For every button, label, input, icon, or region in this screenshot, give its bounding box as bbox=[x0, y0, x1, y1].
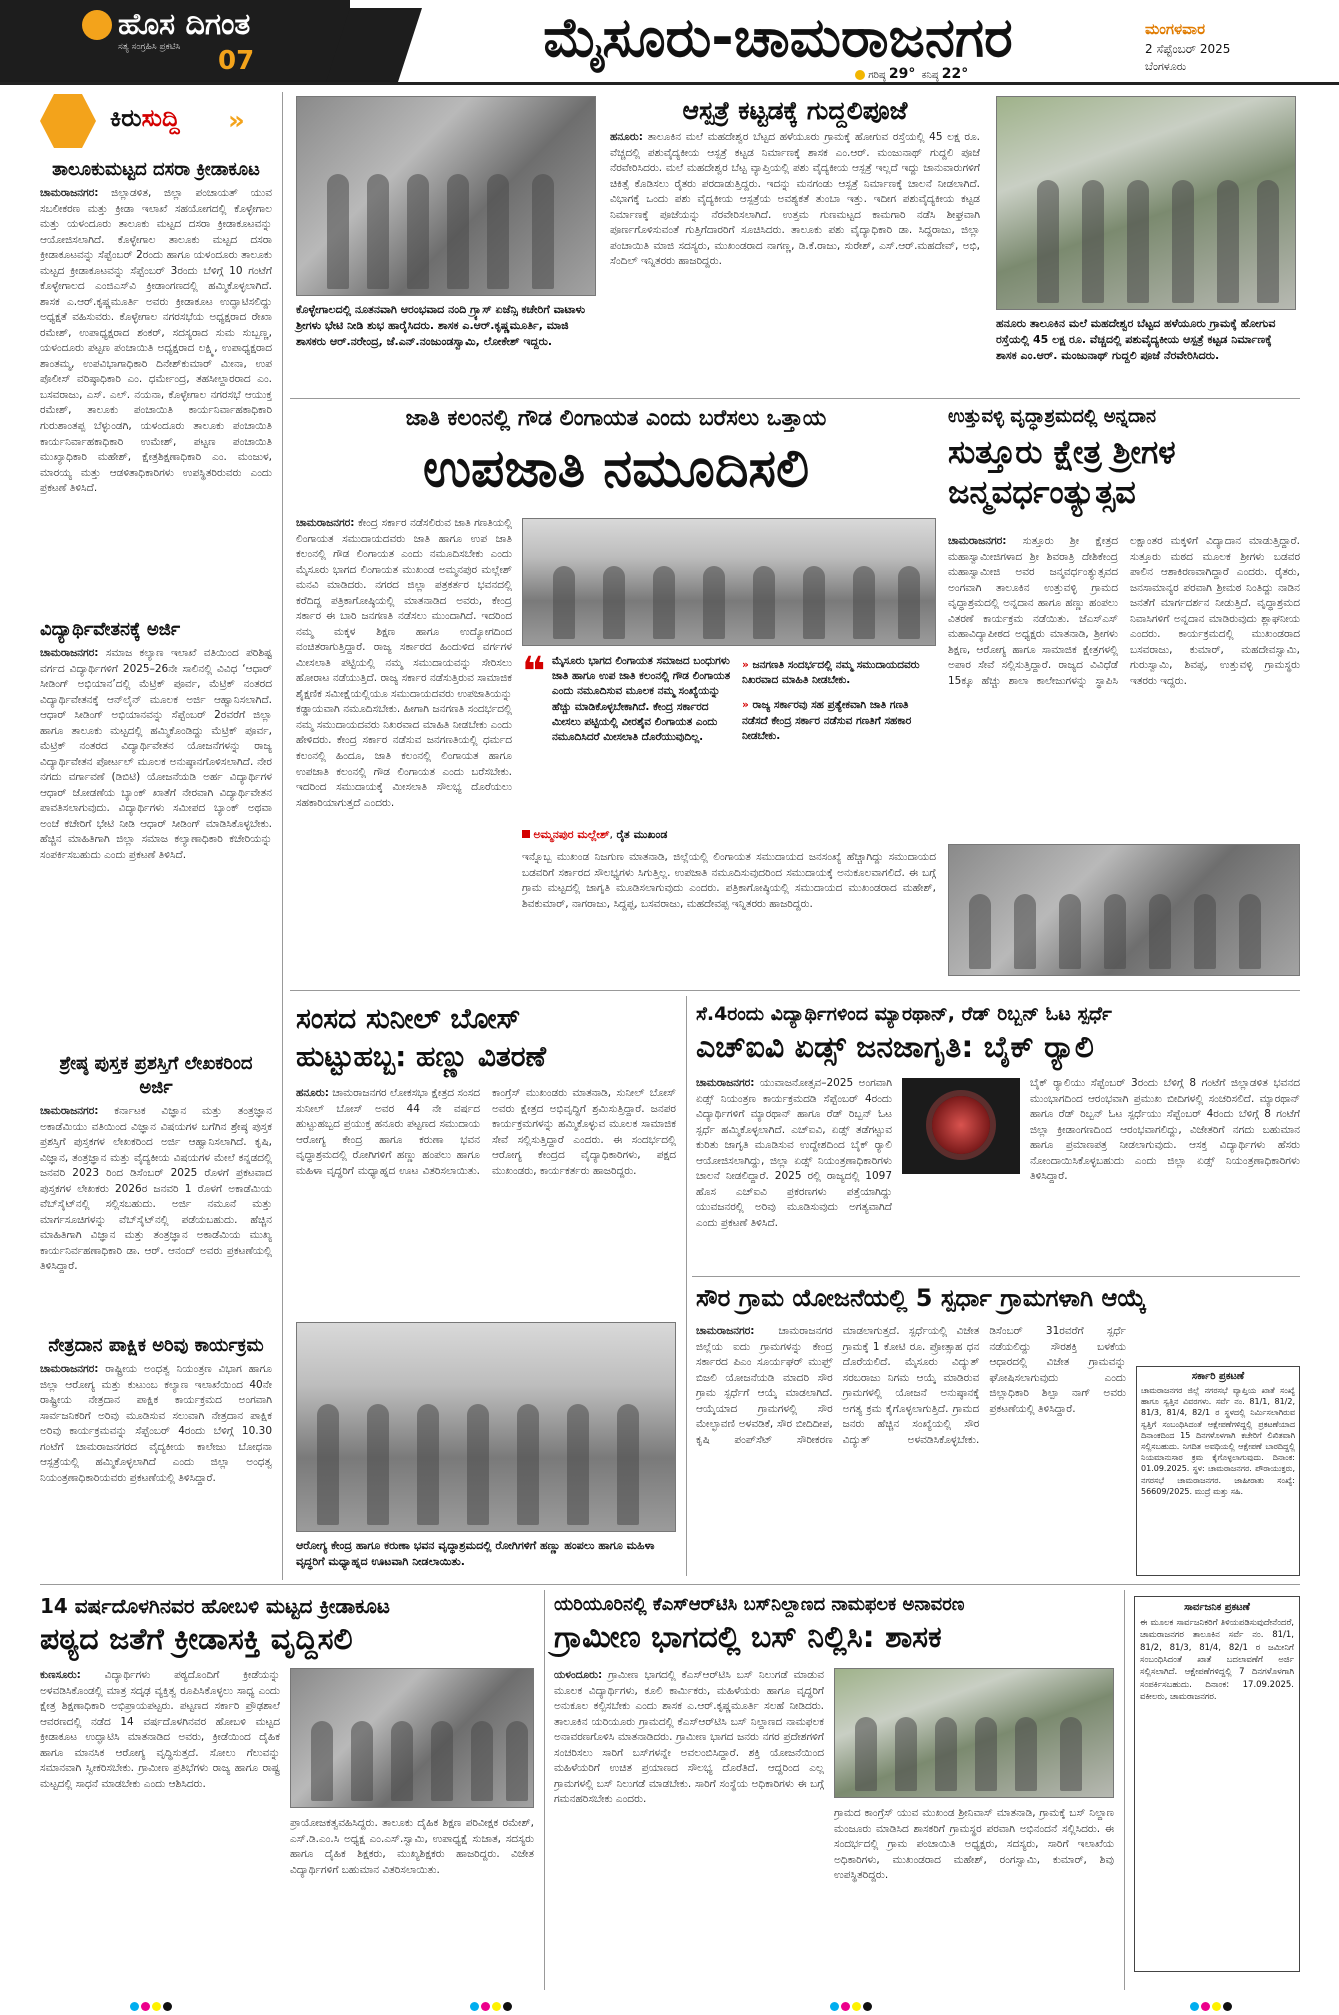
bus-photo bbox=[834, 1668, 1114, 1798]
kirusuddi-column bbox=[40, 90, 272, 1580]
sports-kicker: 14 ವರ್ಷದೊಳಗಿನವರ ಹೋಬಳಿ ಮಟ್ಟದ ಕ್ರೀಡಾಕೂಟ bbox=[40, 1594, 390, 1618]
lead-bullets: » ಜನಗಣತಿ ಸಂದರ್ಭದಲ್ಲಿ ನಮ್ಮ ಸಮುದಾಯದವರು ನಿಖರವಾದ ಮಾಹಿತಿ ನೀಡಬೇಕು. » ರಾಜ್ಯ ಸರ್ಕಾರವು ಸಹ ಪ್ರತ್ಯೇಕವಾಗಿ ಜಾತಿ ಗಣತಿ ನಡೆಸದೆ ಕೇಂದ್ರ ಸರ್ಕಾರ ನಡೆಸುವ ಗಣತಿಗೆ ಸಹಕಾರ ನೀಡಬೇಕು. bbox=[742, 659, 920, 742]
story3 bbox=[996, 96, 1296, 386]
bullet-icon: » bbox=[742, 699, 749, 712]
sutturu-photo bbox=[948, 844, 1300, 976]
kirusuddi-banner bbox=[40, 90, 272, 152]
brief-item-2: ವಿದ್ಯಾರ್ಥಿವೇತನಕ್ಕೆ ಅರ್ಜಿ ಚಾಮರಾಜನಗರ: ಸಮಾಜ ಕಲ್ಯಾಣ ಇಲಾಖೆ ವತಿಯಿಂದ ಪರಿಶಿಷ್ಟ ವರ್ಗದ ವಿದ್ಯಾರ್ಥಿಗಳಿಗೆ 2025–26ನೇ ಸಾಲಿನಲ್ಲಿ ವಿವಿಧ ‘ಆಧಾರ್ ಸೀಡಿಂಗ್ ಅಭಿಯಾನ’ದಲ್ಲಿ ಮೆಟ್ರಿಕ್ ಪೂರ್ವ, ಮೆಟ್ರಿಕ್ ನಂತರದ ವಿದ್ಯಾರ್ಥಿವೇತನಕ್ಕೆ ಆನ್‌ಲೈನ್ ಮೂಲಕ ಅರ್ಜಿ ಆಹ್ವಾನಿಸಲಾಗಿದೆ. ಆಧಾರ್ ಸೀಡಿಂಗ್ ಅಭಿಯಾನವನ್ನು ಸೆಪ್ಟೆಂಬರ್ 2ರವರೆಗೆ ಜಿಲ್ಲಾ ಹಾಗೂ ತಾಲೂಕು ಮಟ್ಟದಲ್ಲಿ ಹಮ್ಮಿಕೊಂಡಿದ್ದು ಮೆಟ್ರಿಕ್ ಪೂರ್ವ, ಮೆಟ್ರಿಕ್ ನಂತರದ ವಿದ್ಯಾರ್ಥಿವೇತನ ಯೋಜನೆಗಳನ್ನು ರಾಜ್ಯ ವಿದ್ಯಾರ್ಥಿವೇತನ ಪೋರ್ಟಲ್ ಮೂಲಕ ಅನುಷ್ಠಾನಗೊಳಿಸಲಾಗಿದೆ. ನೇರ ನಗದು ವರ್ಗಾವಣೆ (ಡಿಬಿಟಿ) ಯೋಜನೆಯಡಿ ಅರ್ಹ ವಿದ್ಯಾರ್ಥಿಗಳ ಆಧಾರ್ ಜೋಡಣೆಯ ಬ್ಯಾಂಕ್ ಖಾತೆಗೆ ನೇರವಾಗಿ ವಿದ್ಯಾರ್ಥಿವೇತನ ಪಾವತಿಸಲಾಗುವುದು. ವಿದ್ಯಾರ್ಥಿಗಳು ಸಮೀಪದ ಬ್ಯಾಂಕ್ ಅಥವಾ ಅಂಚೆ ಕಚೇರಿಗೆ ಭೇಟಿ ನೀಡಿ ಆಧಾರ್ ಸೀಡಿಂಗ್ ಮಾಡಿಸಿಕೊಳ್ಳಬೇಕು. ಹೆಚ್ಚಿನ ಮಾಹಿತಿಗಾಗಿ ಜಿಲ್ಲಾ ಸಮಾಜ ಕಲ್ಯಾಣಾಧಿಕಾರಿ ಕಚೇರಿಯನ್ನು ಸಂಪರ್ಕಿಸಬಹುದು ಎಂದು ಪ್ರಕಟಣೆ ತಿಳಿಸಿದೆ. bbox=[40, 619, 272, 861]
print-registration-marks bbox=[830, 1996, 874, 2015]
govt-notice: ಸರ್ಕಾರಿ ಪ್ರಕಟಣೆ ಚಾಮರಾಜನಗರ ಜಿಲ್ಲೆ ನಗರಸಭೆ ವ್ಯಾಪ್ತಿಯ ಖಾತೆ ಸಂಖ್ಯೆ ಹಾಗೂ ಸ್ವತ್ತಿನ ವಿವರಗಳು. ಸರ್ವೆ ನಂ. 81/1, 81/2, 81/3, 81/4, 82/1 ರ ಸ್ಥಳದಲ್ಲಿ ನಿರ್ಮಿಸಲಾಗಿರುವ ಸ್ವತ್ತಿಗೆ ಸಂಬಂಧಿಸಿದಂತೆ ಆಕ್ಷೇಪಣೆಗಳಿದ್ದಲ್ಲಿ ಪ್ರಕಟಣೆಯಾದ ದಿನಾಂಕದಿಂದ 15 ದಿನಗಳೊಳಗಾಗಿ ಕಚೇರಿಗೆ ಲಿಖಿತವಾಗಿ ಸಲ್ಲಿಸಬಹುದು. ನಿಗದಿತ ಅವಧಿಯಲ್ಲಿ ಆಕ್ಷೇಪಣೆ ಬಾರದಿದ್ದಲ್ಲಿ ನಿಯಮಾನುಸಾರ ಕ್ರಮ ಕೈಗೊಳ್ಳಲಾಗುವುದು. ದಿನಾಂಕ: 01.09.2025. ಸ್ಥಳ: ಚಾಮರಾಜನಗರ. ಪೌರಾಯುಕ್ತರು, ನಗರಸಭೆ ಚಾಮರಾಜನಗರ. ಜಾಹೀರಾತು ಸಂಖ್ಯೆ: 56609/2025. ಮುದ್ರೆ ಮತ್ತು ಸಹಿ. bbox=[1136, 1366, 1300, 1576]
quote-icon: ❝ bbox=[522, 649, 546, 695]
logo-block bbox=[0, 0, 350, 82]
kirusuddi-label-a: ಕಿರು bbox=[110, 104, 142, 132]
logo-emblem-icon bbox=[82, 10, 112, 40]
section-title: ಮೈಸೂರು-ಚಾಮರಾಜನಗರ bbox=[543, 6, 1013, 69]
masthead bbox=[0, 0, 1339, 82]
lead-quote-role: ರೈತ ಮುಖಂಡ bbox=[616, 828, 668, 841]
city: ಬೆಂಗಳೂರು bbox=[1145, 60, 1187, 73]
brief-item-3: ಶ್ರೇಷ್ಠ ಪುಸ್ತಕ ಪ್ರಶಸ್ತಿಗೆ ಲೇಖಕರಿಂದ ಅರ್ಜಿ ಚಾಮರಾಜನಗರ: ಕರ್ನಾಟಕ ವಿಜ್ಞಾನ ಮತ್ತು ತಂತ್ರಜ್ಞಾನ ಅಕಾಡೆಮಿಯು ವತಿಯಿಂದ ವಿಜ್ಞಾನ ವಿಷಯಗಳ ಬಗೆಗಿನ ಶ್ರೇಷ್ಠ ಪುಸ್ತಕ ಪ್ರಶಸ್ತಿಗೆ ಪುಸ್ತಕಗಳ ಲೇಖಕರಿಂದ ಅರ್ಜಿ ಆಹ್ವಾನಿಸಲಾಗಿದೆ. ಕೃಷಿ, ವಿಜ್ಞಾನ, ತಂತ್ರಜ್ಞಾನ ಮತ್ತು ವೈದ್ಯಕೀಯ ವಿಷಯಗಳ ಮೇಲೆ ಕನ್ನಡದಲ್ಲಿ ಜನವರಿ 2023 ರಿಂದ ಡಿಸೆಂಬರ್ 2025 ರೊಳಗೆ ಪ್ರಕಟವಾದ ಪುಸ್ತಕಗಳ ಲೇಖಕರು 2026ರ ಜನವರಿ 1 ರೊಳಗೆ ಅಕಾಡೆಮಿಯ ವೆಬ್‌ಸೈಟ್‌ನಲ್ಲಿ ಸಲ್ಲಿಸಬಹುದು. ಅರ್ಜಿ ನಮೂನೆ ಮತ್ತು ಮಾರ್ಗಸೂಚಿಗಳನ್ನು ವೆಬ್‌ಸೈಟ್‌ನಲ್ಲಿ ಪಡೆಯಬಹುದು. ಹೆಚ್ಚಿನ ಮಾಹಿತಿಗಾಗಿ ವಿಜ್ಞಾನ ಮತ್ತು ತಂತ್ರಜ್ಞಾನ ಅಕಾಡೆಮಿಯ ಮುಖ್ಯ ಕಾರ್ಯನಿರ್ವಹಣಾಧಿಕಾರಿ ಡಾ. ಆರ್. ಆನಂದ್ ಅವರು ಪ್ರಕಟಣೆಯಲ್ಲಿ ತಿಳಿಸಿದ್ದಾರೆ. bbox=[40, 1053, 272, 1273]
weather: ಗರಿಷ್ಠ 29° ಕನಿಷ್ಠ 22° bbox=[855, 66, 968, 82]
print-registration-marks bbox=[1190, 1996, 1234, 2015]
bullet-icon: » bbox=[742, 659, 749, 671]
sports-story: 14 ವರ್ಷದೊಳಗಿನವರ ಹೋಬಳಿ ಮಟ್ಟದ ಕ್ರೀಡಾಕೂಟ ಪಠ್ಯದ ಜತೆಗೆ ಕ್ರೀಡಾಸಕ್ತಿ ವೃದ್ದಿಸಲಿ ಕುಣಸೂರು: ವಿದ್ಯಾರ್ಥಿಗಳು ಪಠ್ಯದೊಂದಿಗೆ ಕ್ರೀಡೆಯನ್ನು ಅಳವಡಿಸಿಕೊಂಡಲ್ಲಿ ಮಾತ್ರ ಸದೃಢ ವ್ಯಕ್ತಿತ್ವ ರೂಪಿಸಿಕೊಳ್ಳಲು ಸಾಧ್ಯ ಎಂದು ಕ್ಷೇತ್ರ ಶಿಕ್ಷಣಾಧಿಕಾರಿ ಅಭಿಪ್ರಾಯಪಟ್ಟರು. ಪಟ್ಟಣದ ಸರ್ಕಾರಿ ಪ್ರೌಢಶಾಲೆ ಆವರಣದಲ್ಲಿ ನಡೆದ 14 ವರ್ಷದೊಳಗಿನವರ ಹೋಬಳಿ ಮಟ್ಟದ ಕ್ರೀಡಾಕೂಟ ಉದ್ಘಾಟಿಸಿ ಮಾತನಾಡಿದ ಅವರು, ಕ್ರೀಡೆಯಿಂದ ದೈಹಿಕ ಹಾಗೂ ಮಾನಸಿಕ ಆರೋಗ್ಯ ವೃದ್ಧಿಸುತ್ತದೆ. ಸೋಲು ಗೆಲುವನ್ನು ಸಮಾನವಾಗಿ ಸ್ವೀಕರಿಸಬೇಕು. ಗ್ರಾಮೀಣ ಪ್ರತಿಭೆಗಳು ರಾಜ್ಯ ಹಾಗೂ ರಾಷ್ಟ್ರ ಮಟ್ಟದಲ್ಲಿ ಸಾಧನೆ ಮಾಡಬೇಕು ಎಂದು ಆಶಿಸಿದರು. ಪ್ರಾಯೋಜಕತ್ವವಹಿಸಿದ್ದರು. ತಾಲೂಕು ದೈಹಿಕ ಶಿಕ್ಷಣ ಪರಿವೀಕ್ಷಕ ರಮೇಶ್, ಎಸ್.ಡಿ.ಎಂ.ಸಿ ಅಧ್ಯಕ್ಷ ಎಂ.ಎಸ್.ಸ್ವಾಮಿ, ಉಪಾಧ್ಯಕ್ಷೆ ಸುಜಾತ, ಸದಸ್ಯರು ಹಾಗೂ ದೈಹಿಕ ಶಿಕ್ಷಕರು, ಮುಖ್ಯಶಿಕ್ಷಕರು ಹಾಜರಿದ್ದರು. ವಿಜೇತ ವಿದ್ಯಾರ್ಥಿಗಳಿಗೆ ಬಹುಮಾನ ವಿತರಿಸಲಾಯಿತು. bbox=[40, 1594, 534, 1876]
lead-kicker: ಜಾತಿ ಕಲಂನಲ್ಲಿ ಗೌಡ ಲಿಂಗಾಯತ ಎಂದು ಬರೆಸಲು ಒತ್ತಾಯ bbox=[405, 406, 827, 431]
classified-ad: ಸಾರ್ವಜನಿಕ ಪ್ರಕಟಣೆ ಈ ಮೂಲಕ ಸಾರ್ವಜನಿಕರಿಗೆ ತಿಳಿಯಪಡಿಸುವುದೇನೆಂದರೆ, ಚಾಮರಾಜನಗರ ತಾಲೂಕಿನ ಸರ್ವೆ ನಂ. 81/1, 81/2, 81/3, 81/4, 82/1 ರ ಜಮೀನಿಗೆ ಸಂಬಂಧಿಸಿದಂತೆ ಖಾತೆ ಬದಲಾವಣೆಗೆ ಅರ್ಜಿ ಸಲ್ಲಿಸಲಾಗಿದೆ. ಆಕ್ಷೇಪಣೆಗಳಿದ್ದಲ್ಲಿ 7 ದಿನಗಳೊಳಗಾಗಿ ಸಂಪರ್ಕಿಸಬಹುದು. ದಿನಾಂಕ: 17.09.2025. ವಕೀಲರು, ಚಾಮರಾಜನಗರ. bbox=[1134, 1596, 1300, 1972]
story1-caption: ಕೊಳ್ಳೇಗಾಲದಲ್ಲಿ ನೂತನವಾಗಿ ಆರಂಭವಾದ ನಂದಿ ಗ್ರ್ಯಾಸ್ ಏಜೆನ್ಸಿ ಕಚೇರಿಗೆ ವಾಟಾಳು ಶ್ರೀಗಳು ಭೇಟಿ ನೀಡಿ ಶುಭ ಹಾರೈಸಿದರು. ಶಾಸಕ ಎ.ಆರ್.ಕೃಷ್ಣಮೂರ್ತಿ, ಮಾಜಿ ಶಾಸಕರು ಆರ್.ನರೇಂದ್ರ, ಜೆ.ಎನ್.ನಂಜುಂಡಸ್ವಾಮಿ, ಲೋಕೇಶ್ ಇದ್ದರು. bbox=[296, 303, 586, 348]
sunil-headline-line1: ಸಂಸದ ಸುನೀಲ್ ಬೋಸ್ bbox=[296, 1002, 521, 1035]
sutturu-story: ಉತ್ತುವಳ್ಳಿ ವೃದ್ಧಾಶ್ರಮದಲ್ಲಿ ಅನ್ನದಾನ ಸುತ್ತೂರು ಕ್ಷೇತ್ರ ಶ್ರೀಗಳ ಜನ್ಮವರ್ಧಂತ್ಯುತ್ಸವ ಚಾಮರಾಜನಗರ: ಸುತ್ತೂರು ಶ್ರೀ ಕ್ಷೇತ್ರದ ಮಹಾಸ್ವಾಮೀಜಿಗಳಾದ ಶ್ರೀ ಶಿವರಾತ್ರಿ ದೇಶಿಕೇಂದ್ರ ಮಹಾಸ್ವಾಮೀಜಿ ಅವರ ಜನ್ಮವರ್ಧಂತ್ಯುತ್ಸವದ ಅಂಗವಾಗಿ ತಾಲೂಕಿನ ಉತ್ತುವಳ್ಳಿ ಗ್ರಾಮದ ವೃದ್ಧಾಶ್ರಮದಲ್ಲಿ ಅನ್ನದಾನ ಹಾಗೂ ಹಣ್ಣು ಹಂಪಲು ವಿತರಣೆ ಕಾರ್ಯಕ್ರಮ ನಡೆಯಿತು. ಜೆಎಸ್‌ಎಸ್ ಮಹಾವಿದ್ಯಾಪೀಠದ ಅಧ್ಯಕ್ಷರು ಮಾತನಾಡಿ, ಶ್ರೀಗಳು ಶಿಕ್ಷಣ, ಆರೋಗ್ಯ ಹಾಗೂ ಸಾಮಾಜಿಕ ಕ್ಷೇತ್ರಗಳಲ್ಲಿ ಅಪಾರ ಸೇವೆ ಸಲ್ಲಿಸುತ್ತಿದ್ದಾರೆ. ರಾಜ್ಯದ ವಿವಿಧೆಡೆ 15ಕ್ಕೂ ಹೆಚ್ಚು ಶಾಲಾ ಕಾಲೇಜುಗಳನ್ನು ಸ್ಥಾಪಿಸಿ ಲಕ್ಷಾಂತರ ಮಕ್ಕಳಿಗೆ ವಿದ್ಯಾದಾನ ಮಾಡುತ್ತಿದ್ದಾರೆ. ಸುತ್ತೂರು ಮಠದ ಮೂಲಕ ಶ್ರೀಗಳು ಬಡವರ ಪಾಲಿನ ಆಶಾಕಿರಣವಾಗಿದ್ದಾರೆ ಎಂದರು. ರೈತರು, ಜನಸಾಮಾನ್ಯರ ಪರವಾಗಿ ಶ್ರೀಮಠ ನಿಂತಿದ್ದು ನಾಡಿನ ಜನತೆಗೆ ಮಾರ್ಗದರ್ಶನ ನೀಡುತ್ತಿದೆ. ವೃದ್ಧಾಶ್ರಮದ ನಿವಾಸಿಗಳಿಗೆ ಅನ್ನದಾನ ಮಾಡಿರುವುದು ಶ್ಲಾಘನೀಯ ಎಂದರು. ಕಾರ್ಯಕ್ರಮದಲ್ಲಿ ಮುಖಂಡರಾದ ಬಸವರಾಜು, ಕುಮಾರ್, ಮಹದೇವಸ್ವಾಮಿ, ಗುರುಸ್ವಾಮಿ, ಶಿವಪ್ಪ, ಉತ್ತುವಳ್ಳಿ ಗ್ರಾಮಸ್ಥರು ಇತರರು ಇದ್ದರು. bbox=[948, 404, 1300, 980]
story1 bbox=[296, 96, 596, 386]
brief-headline: ತಾಲೂಕುಮಟ್ಟದ ದಸರಾ ಕ್ರೀಡಾಕೂಟ bbox=[52, 159, 260, 180]
sports-headline: ಪಠ್ಯದ ಜತೆಗೆ ಕ್ರೀಡಾಸಕ್ತಿ ವೃದ್ದಿಸಲಿ bbox=[40, 1622, 353, 1657]
brief-headline: ವಿದ್ಯಾರ್ಥಿವೇತನಕ್ಕೆ ಅರ್ಜಿ bbox=[40, 619, 181, 640]
sunil-photo bbox=[296, 1322, 676, 1532]
print-registration-marks bbox=[130, 1996, 174, 2015]
bus-headline: ಗ್ರಾಮೀಣ ಭಾಗದಲ್ಲಿ ಬಸ್ ನಿಲ್ಲಿಸಿ: ಶಾಸಕ bbox=[554, 1620, 942, 1655]
author-marker-icon bbox=[522, 830, 530, 838]
brief-item-4: ನೇತ್ರದಾನ ಪಾಕ್ಷಿಕ ಅರಿವು ಕಾರ್ಯಕ್ರಮ ಚಾಮರಾಜನಗರ: ರಾಷ್ಟ್ರೀಯ ಅಂಧತ್ವ ನಿಯಂತ್ರಣ ವಿಭಾಗ ಹಾಗೂ ಜಿಲ್ಲಾ ಆರೋಗ್ಯ ಮತ್ತು ಕುಟುಂಬ ಕಲ್ಯಾಣ ಇಲಾಖೆಯಿಂದ 40ನೇ ರಾಷ್ಟ್ರೀಯ ನೇತ್ರದಾನ ಪಾಕ್ಷಿಕ ಕಾರ್ಯಕ್ರಮದ ಅಂಗವಾಗಿ ಸಾರ್ವಜನಿಕರಿಗೆ ಅರಿವು ಮೂಡಿಸುವ ಸಲುವಾಗಿ ನೇತ್ರದಾನ ಪಾಕ್ಷಿಕ ಅರಿವು ಕಾರ್ಯಕ್ರಮವನ್ನು ಸೆಪ್ಟೆಂಬರ್ 4ರಂದು ಬೆಳಿಗ್ಗೆ 10.30 ಗಂಟೆಗೆ ಚಾಮರಾಜನಗರದ ವೈದ್ಯಕೀಯ ಕಾಲೇಜು ಬೋಧನಾ ಆಸ್ಪತ್ರೆಯಲ್ಲಿ ಹಮ್ಮಿಕೊಳ್ಳಲಾಗಿದೆ ಎಂದು ಜಿಲ್ಲಾ ಅಂಧತ್ವ ನಿಯಂತ್ರಣಾಧಿಕಾರಿಯವರು ಪ್ರಕಟಣೆಯಲ್ಲಿ ತಿಳಿಸಿದ್ದಾರೆ. bbox=[40, 1335, 272, 1484]
solar-headline: ಸೌರ ಗ್ರಾಮ ಯೋಜನೆಯಲ್ಲಿ 5 ಸ್ಪರ್ಧಾ ಗ್ರಾಮಗಳಾಗಿ ಆಯ್ಕೆ bbox=[696, 1284, 1147, 1312]
bus-kicker: ಯರಿಯೂರಿನಲ್ಲಿ ಕೆಎಸ್‌ಆರ್‌ಟಿಸಿ ಬಸ್‌ನಿಲ್ದಾಣದ ನಾಮಫಲಕ ಅನಾವರಣ bbox=[554, 1594, 965, 1615]
sutturu-headline: ಸುತ್ತೂರು ಕ್ಷೇತ್ರ ಶ್ರೀಗಳ ಜನ್ಮವರ್ಧಂತ್ಯುತ್ಸವ bbox=[948, 433, 1176, 511]
date: 2 ಸೆಪ್ಟೆಂಬರ್ 2025 bbox=[1145, 42, 1231, 56]
print-registration-marks bbox=[470, 1996, 514, 2015]
logo-text: ಹೊಸ ದಿಗಂತ bbox=[118, 7, 251, 42]
hand-icon bbox=[40, 94, 96, 148]
lead-headline: ಉಪಜಾತಿ ನಮೂದಿಸಲಿ bbox=[422, 439, 810, 499]
kirusuddi-label-b: ಸುದ್ದಿ bbox=[141, 104, 180, 132]
chevrons-icon: » bbox=[228, 106, 245, 136]
brief-item-1: ತಾಲೂಕುಮಟ್ಟದ ದಸರಾ ಕ್ರೀಡಾಕೂಟ ಚಾಮರಾಜನಗರ: ಜಿಲ್ಲಾಡಳಿತ, ಜಿಲ್ಲಾ ಪಂಚಾಯತ್ ಯುವ ಸಬಲೀಕರಣ ಮತ್ತು ಕ್ರೀಡಾ ಇಲಾಖೆ ಸಹಯೋಗದಲ್ಲಿ ಕೊಳ್ಳೇಗಾಲ ಮತ್ತು ಯಳಂದೂರು ತಾಲೂಕು ಮಟ್ಟದ ದಸರಾ ಕ್ರೀಡಾಕೂಟವನ್ನು ಆಯೋಜಿಸಲಾಗಿದೆ. ಕೊಳ್ಳೇಗಾಲ ತಾಲೂಕು ಮಟ್ಟದ ದಸರಾ ಕ್ರೀಡಾಕೂಟವನ್ನು ಸೆಪ್ಟೆಂಬರ್ 2ರಂದು ಹಾಗೂ ಯಳಂದೂರು ತಾಲೂಕು ಮಟ್ಟದ ಕ್ರೀಡಾಕೂಟವನ್ನು ಸೆಪ್ಟೆಂಬರ್ 3ರಂದು ಬೆಳಿಗ್ಗೆ 10 ಗಂಟೆಗೆ ಕೊಳ್ಳೇಗಾಲದ ಎಂಜಿಎಸ್‌ವಿ ಕ್ರೀಡಾಂಗಣದಲ್ಲಿ ಹಮ್ಮಿಕೊಳ್ಳಲಾಗಿದೆ. ಶಾಸಕ ಎ.ಆರ್.ಕೃಷ್ಣಮೂರ್ತಿ ಅವರು ಕ್ರೀಡಾಕೂಟ ಉದ್ಘಾಟಿಸಲಿದ್ದು ಅಧ್ಯಕ್ಷತೆ ವಹಿಸುವರು. ಕೊಳ್ಳೇಗಾಲ ನಗರಸಭೆಯ ಅಧ್ಯಕ್ಷರಾದ ರೇಖಾ ರಮೇಶ್, ಉಪಾಧ್ಯಕ್ಷರಾದ ಶಂಕರ್, ಸದಸ್ಯರಾದ ಸುಮ ಸುಬ್ಬಣ್ಣ, ಯಳಂದೂರು ಪಟ್ಟಣ ಪಂಚಾಯಿತಿ ಅಧ್ಯಕ್ಷರಾದ ಲಕ್ಷ್ಮಿ, ಉಪಾಧ್ಯಕ್ಷರಾದ ಶಾಂತಮ್ಮ, ಉಪವಿಭಾಗಾಧಿಕಾರಿ ದಿನೇಶ್‌ಕುಮಾರ್ ಮೀನಾ, ಉಪ ಪೊಲೀಸ್ ವರಿಷ್ಠಾಧಿಕಾರಿ ಎಂ. ಧರ್ಮೇಂದ್ರ, ತಹಸೀಲ್ದಾರರಾದ ಎಂ. ಬಸವರಾಜು, ಎಸ್. ಎಲ್. ನಯನಾ, ಕೊಳ್ಳೇಗಾಲ ನಗರಸಭೆ ಆಯುಕ್ತ ರಮೇಶ್, ತಾಲೂಕು ಪಂಚಾಯಿತಿ ಕಾರ್ಯನಿರ್ವಾಹಕಾಧಿಕಾರಿ ಗುರುಶಾಂತಪ್ಪ ಬೆಳ್ಳುಂಡಗಿ, ಯಳಂದೂರು ತಾಲೂಕು ಪಂಚಾಯಿತಿ ಕಾರ್ಯನಿರ್ವಾಹಕಾಧಿಕಾರಿ ಉಮೇಶ್, ಪಟ್ಟಣ ಪಂಚಾಯಿತಿ ಮುಖ್ಯಾಧಿಕಾರಿ ಮಹೇಶ್, ಕ್ಷೇತ್ರಶಿಕ್ಷಣಾಧಿಕಾರಿ ಎಂ. ಮಂಜುಳ, ಮಾರಯ್ಯ ಮತ್ತು ಆಡಳಿತಾಧಿಕಾರಿಗಳು ಉಪಸ್ಥಿತರಿರುವರು ಎಂದು ಪ್ರಕಟಣೆ ತಿಳಿಸಿದೆ. bbox=[40, 159, 272, 495]
lead-body2: ಇನ್ನೊಬ್ಬ ಮುಖಂಡ ನಿಜಗುಣ ಮಾತನಾಡಿ, ಜಿಲ್ಲೆಯಲ್ಲಿ ಲಿಂಗಾಯತ ಸಮುದಾಯದ ಜನಸಂಖ್ಯೆ ಹೆಚ್ಚಾಗಿದ್ದು ಸಮುದಾಯದ ಬಡವರಿಗೆ ಸರ್ಕಾರದ ಸೌಲಭ್ಯಗಳು ಸಿಗುತ್ತಿಲ್ಲ. ಉಪಜಾತಿ ನಮೂದಿಸುವುದರಿಂದ ಸಮುದಾಯಕ್ಕೆ ಅನುಕೂಲವಾಗಲಿದೆ. ಈ ಬಗ್ಗೆ ಗ್ರಾಮ ಮಟ್ಟದಲ್ಲಿ ಜಾಗೃತಿ ಮೂಡಿಸಲಾಗುವುದು ಎಂದರು. ಪತ್ರಿಕಾಗೋಷ್ಠಿಯಲ್ಲಿ ಸಮುದಾಯದ ಮುಖಂಡರಾದ ಮಹೇಶ್, ಶಿವಕುಮಾರ್, ನಾಗರಾಜು, ಸಿದ್ದಪ್ಪ, ಬಸವರಾಜು, ಮಹದೇವಪ್ಪ ಇನ್ನಿತರರು ಹಾಜರಿದ್ದರು. bbox=[522, 851, 936, 910]
masthead-rule bbox=[0, 82, 1339, 85]
sunil-caption: ಆರೋಗ್ಯ ಕೇಂದ್ರ ಹಾಗೂ ಕರುಣಾ ಭವನ ವೃದ್ಧಾಶ್ರಮದಲ್ಲಿ ರೋಗಿಗಳಿಗೆ ಹಣ್ಣು ಹಂಪಲು ಹಾಗೂ ಮಹಿಳಾ ವೃದ್ಧರಿಗೆ ಮಧ್ಯಾಹ್ನದ ಊಟವಾಗಿ ನೀಡಲಾಯಿತು. bbox=[296, 1539, 655, 1568]
sun-icon bbox=[855, 70, 865, 80]
brief-headline: ನೇತ್ರದಾನ ಪಾಕ್ಷಿಕ ಅರಿವು ಕಾರ್ಯಕ್ರಮ bbox=[48, 1335, 264, 1356]
hiv-kicker: ಸೆ.4ರಂದು ವಿದ್ಯಾರ್ಥಿಗಳಿಂದ ಮ್ಯಾರಥಾನ್, ರೆಡ್ ರಿಬ್ಬನ್ ಓಟ ಸ್ಪರ್ಧೆ bbox=[696, 1003, 1112, 1025]
story1-photo bbox=[296, 96, 596, 296]
sunil-headline-line2: ಹುಟ್ಟುಹಬ್ಬ: ಹಣ್ಣು ವಿತರಣೆ bbox=[296, 1040, 546, 1073]
lead-quote-author: ಅಮ್ಮನಪುರ ಮಲ್ಲೇಶ್ bbox=[533, 828, 610, 841]
solar-story: ಸೌರ ಗ್ರಾಮ ಯೋಜನೆಯಲ್ಲಿ 5 ಸ್ಪರ್ಧಾ ಗ್ರಾಮಗಳಾಗಿ ಆಯ್ಕೆ ಚಾಮರಾಜನಗರ: ಚಾಮರಾಜನಗರ ಜಿಲ್ಲೆಯ ಐದು ಗ್ರಾಮಗಳನ್ನು ಕೇಂದ್ರ ಸರ್ಕಾರದ ಪಿಎಂ ಸೂರ್ಯಘರ್ ಮುಫ್ತ್ ಬಿಜಲಿ ಯೋಜನೆಯಡಿ ಮಾದರಿ ಸೌರ ಗ್ರಾಮ ಸ್ಪರ್ಧೆಗೆ ಆಯ್ಕೆ ಮಾಡಲಾಗಿದೆ. ಆಯ್ಕೆಯಾದ ಗ್ರಾಮಗಳಲ್ಲಿ ಸೌರ ಮೇಲ್ಛಾವಣಿ ಅಳವಡಿಕೆ, ಸೌರ ಬೀದಿದೀಪ, ಕೃಷಿ ಪಂಪ್‌ಸೆಟ್ ಸೌರೀಕರಣ ಮಾಡಲಾಗುತ್ತದೆ. ಸ್ಪರ್ಧೆಯಲ್ಲಿ ವಿಜೇತ ಗ್ರಾಮಕ್ಕೆ 1 ಕೋಟಿ ರೂ. ಪ್ರೋತ್ಸಾಹ ಧನ ದೊರೆಯಲಿದೆ. ಮೈಸೂರು ವಿದ್ಯುತ್ ಸರಬರಾಜು ನಿಗಮ ಆಯ್ಕೆ ಮಾಡಿರುವ ಗ್ರಾಮಗಳಲ್ಲಿ ಯೋಜನೆ ಅನುಷ್ಠಾನಕ್ಕೆ ಅಗತ್ಯ ಕ್ರಮ ಕೈಗೊಳ್ಳಲಾಗುತ್ತಿದೆ. ಗ್ರಾಮದ ಜನರು ಹೆಚ್ಚಿನ ಸಂಖ್ಯೆಯಲ್ಲಿ ಸೌರ ವಿದ್ಯುತ್ ಅಳವಡಿಸಿಕೊಳ್ಳಬೇಕು. ಡಿಸೆಂಬರ್ 31ರವರೆಗೆ ಸ್ಪರ್ಧೆ ನಡೆಯಲಿದ್ದು ಸೌರಶಕ್ತಿ ಬಳಕೆಯ ಆಧಾರದಲ್ಲಿ ವಿಜೇತ ಗ್ರಾಮವನ್ನು ಘೋಷಿಸಲಾಗುವುದು ಎಂದು ಜಿಲ್ಲಾಧಿಕಾರಿ ಶಿಲ್ಪಾ ನಾಗ್ ಅವರು ಪ್ರಕಟಣೆಯಲ್ಲಿ ತಿಳಿಸಿದ್ದಾರೆ. ಸರ್ಕಾರಿ ಪ್ರಕಟಣೆ ಚಾಮರಾಜನಗರ ಜಿಲ್ಲೆ ನಗರಸಭೆ ವ್ಯಾಪ್ತಿಯ ಖಾತೆ ಸಂಖ್ಯೆ ಹಾಗೂ ಸ್ವತ್ತಿನ ವಿವರಗಳು. ಸರ್ವೆ ನಂ. 81/1, 81/2, 81/3, 81/4, 82/1 ರ ಸ್ಥಳದಲ್ಲಿ ನಿರ್ಮಿಸಲಾಗಿರುವ ಸ್ವತ್ತಿಗೆ ಸಂಬಂಧಿಸಿದಂತೆ ಆಕ್ಷೇಪಣೆಗಳಿದ್ದಲ್ಲಿ ಪ್ರಕಟಣೆಯಾದ ದಿನಾಂಕದಿಂದ 15 ದಿನಗಳೊಳಗಾಗಿ ಕಚೇರಿಗೆ ಲಿಖಿತವಾಗಿ ಸಲ್ಲಿಸಬಹುದು. ನಿಗದಿತ ಅವಧಿಯಲ್ಲಿ ಆಕ್ಷೇಪಣೆ ಬಾರದಿದ್ದಲ್ಲಿ ನಿಯಮಾನುಸಾರ ಕ್ರಮ ಕೈಗೊಳ್ಳಲಾಗುವುದು. ದಿನಾಂಕ: 01.09.2025. ಸ್ಥಳ: ಚಾಮರಾಜನಗರ. ಪೌರಾಯುಕ್ತರು, ನಗರಸಭೆ ಚಾಮರಾಜನಗರ. ಜಾಹೀರಾತು ಸಂಖ್ಯೆ: 56609/2025. ಮುದ್ರೆ ಮತ್ತು ಸಹಿ. bbox=[696, 1282, 1300, 1578]
bus-story: ಯರಿಯೂರಿನಲ್ಲಿ ಕೆಎಸ್‌ಆರ್‌ಟಿಸಿ ಬಸ್‌ನಿಲ್ದಾಣದ ನಾಮಫಲಕ ಅನಾವರಣ ಗ್ರಾಮೀಣ ಭಾಗದಲ್ಲಿ ಬಸ್ ನಿಲ್ಲಿಸಿ: ಶಾಸಕ ಯಳಂದೂರು: ಗ್ರಾಮೀಣ ಭಾಗದಲ್ಲಿ ಕೆಎಸ್‌ಆರ್‌ಟಿಸಿ ಬಸ್ ನಿಲುಗಡೆ ಮಾಡುವ ಮೂಲಕ ವಿದ್ಯಾರ್ಥಿಗಳು, ಕೂಲಿ ಕಾರ್ಮಿಕರು, ಮಹಿಳೆಯರು ಹಾಗೂ ವೃದ್ಧರಿಗೆ ಅನುಕೂಲ ಕಲ್ಪಿಸಬೇಕು ಎಂದು ಶಾಸಕ ಎ.ಆರ್.ಕೃಷ್ಣಮೂರ್ತಿ ಸಲಹೆ ನೀಡಿದರು. ತಾಲೂಕಿನ ಯರಿಯೂರು ಗ್ರಾಮದಲ್ಲಿ ಕೆಎಸ್‌ಆರ್‌ಟಿಸಿ ಬಸ್ ನಿಲ್ದಾಣದ ನಾಮಫಲಕ ಅನಾವರಣಗೊಳಿಸಿ ಮಾತನಾಡಿದರು. ಗ್ರಾಮೀಣ ಭಾಗದ ಜನರು ನಗರ ಪ್ರದೇಶಗಳಿಗೆ ಸಂಚರಿಸಲು ಸಾರಿಗೆ ಬಸ್‌ಗಳನ್ನೇ ಅವಲಂಬಿಸಿದ್ದಾರೆ. ಶಕ್ತಿ ಯೋಜನೆಯಿಂದ ಮಹಿಳೆಯರಿಗೆ ಉಚಿತ ಪ್ರಯಾಣದ ಸೌಲಭ್ಯ ದೊರೆತಿದೆ. ಆದ್ದರಿಂದ ಎಲ್ಲ ಗ್ರಾಮಗಳಲ್ಲಿ ಬಸ್ ನಿಲುಗಡೆ ಮಾಡಬೇಕು. ಸಾರಿಗೆ ಸಂಸ್ಥೆಯ ಅಧಿಕಾರಿಗಳು ಈ ಬಗ್ಗೆ ಗಮನಹರಿಸಬೇಕು ಎಂದರು. ಗ್ರಾಮದ ಕಾಂಗ್ರೆಸ್ ಯುವ ಮುಖಂಡ ಶ್ರೀನಿವಾಸ್ ಮಾತನಾಡಿ, ಗ್ರಾಮಕ್ಕೆ ಬಸ್ ನಿಲ್ದಾಣ ಮಂಜೂರು ಮಾಡಿಸಿದ ಶಾಸಕರಿಗೆ ಗ್ರಾಮಸ್ಥರ ಪರವಾಗಿ ಅಭಿನಂದನೆ ಸಲ್ಲಿಸಿದರು. ಈ ಸಂದರ್ಭದಲ್ಲಿ ಗ್ರಾಮ ಪಂಚಾಯಿತಿ ಅಧ್ಯಕ್ಷರು, ಸದಸ್ಯರು, ಸಾರಿಗೆ ಇಲಾಖೆಯ ಅಧಿಕಾರಿಗಳು, ಮುಖಂಡರಾದ ಮಹೇಶ್, ರಂಗಸ್ವಾಮಿ, ಕುಮಾರ್, ಶಿವು ಉಪಸ್ಥಿತರಿದ್ದರು. bbox=[554, 1594, 1114, 1882]
story3-caption: ಹನೂರು ತಾಲೂಕಿನ ಮಲೆ ಮಹದೇಶ್ವರ ಬೆಟ್ಟದ ಹಳೆಯೂರು ಗ್ರಾಮಕ್ಕೆ ಹೋಗುವ ರಸ್ತೆಯಲ್ಲಿ 45 ಲಕ್ಷ ರೂ. ವೆಚ್ಚದಲ್ಲಿ ಪಶುವೈದ್ಯಕೀಯ ಆಸ್ಪತ್ರೆ ಕಟ್ಟಡ ನಿರ್ಮಾಣಕ್ಕೆ ಶಾಸಕ ಎಂ.ಆರ್. ಮಂಜುನಾಥ್ ಗುದ್ದಲಿ ಪೂಜೆ ನೆರವೇರಿಸಿದರು. bbox=[996, 317, 1276, 362]
weekday: ಮಂಗಳವಾರ bbox=[1145, 20, 1206, 38]
virus-graphic bbox=[902, 1078, 1020, 1174]
page-number: 07 bbox=[218, 46, 255, 76]
brief-headline: ಶ್ರೇಷ್ಠ ಪುಸ್ತಕ ಪ್ರಶಸ್ತಿಗೆ ಲೇಖಕರಿಂದ ಅರ್ಜಿ bbox=[59, 1053, 253, 1098]
story3-photo bbox=[996, 96, 1296, 310]
virus-icon bbox=[932, 1096, 990, 1154]
logo-tagline: ಸತ್ಯ ಸಂಗ್ರಹಿಸಿ ಪ್ರಕಟಿಸಿ bbox=[118, 42, 181, 52]
lead-pullquote: ❝ ಮೈಸೂರು ಭಾಗದ ಲಿಂಗಾಯತ ಸಮಾಜದ ಬಂಧುಗಳು ಜಾತಿ ಹಾಗೂ ಉಪ ಜಾತಿ ಕಲಂನಲ್ಲಿ ಗೌಡ ಲಿಂಗಾಯತ ಎಂದು ನಮೂದಿಸುವ ಮೂಲಕ ನಮ್ಮ ಸಂಖ್ಯೆಯನ್ನು ಹೆಚ್ಚು ಮಾಡಿಕೊಳ್ಳಬೇಕಾಗಿದೆ. ಕೇಂದ್ರ ಸರ್ಕಾರದ ಮೀಸಲು ಪಟ್ಟಿಯಲ್ಲಿ ವೀರಶೈವ ಲಿಂಗಾಯತ ಎಂದು ನಮೂದಿಸಿದರೆ ಮೀಸಲಾತಿ ದೊರೆಯುವುದಿಲ್ಲ. bbox=[522, 649, 731, 744]
lead-story: ಜಾತಿ ಕಲಂನಲ್ಲಿ ಗೌಡ ಲಿಂಗಾಯತ ಎಂದು ಬರೆಸಲು ಒತ್ತಾಯ ಉಪಜಾತಿ ನಮೂದಿಸಲಿ ಚಾಮರಾಜನಗರ: ಕೇಂದ್ರ ಸರ್ಕಾರ ನಡೆಸಲಿರುವ ಜಾತಿ ಗಣತಿಯಲ್ಲಿ ಲಿಂಗಾಯತ ಸಮುದಾಯದವರು ಜಾತಿ ಹಾಗೂ ಉಪ ಜಾತಿ ಕಲಂನಲ್ಲಿ ಗೌಡ ಲಿಂಗಾಯತ ಎಂದು ನಮೂದಿಸಬೇಕು ಎಂದು ಮೈಸೂರು ಭಾಗದ ಲಿಂಗಾಯತ ಮುಖಂಡ ಅಮ್ಮನಪುರ ಮಲ್ಲೇಶ್ ಮನವಿ ಮಾಡಿದರು. ನಗರದ ಜಿಲ್ಲಾ ಪತ್ರಕರ್ತರ ಭವನದಲ್ಲಿ ಕರೆದಿದ್ದ ಪತ್ರಿಕಾಗೋಷ್ಠಿಯಲ್ಲಿ ಮಾತನಾಡಿದ ಅವರು, ಕೇಂದ್ರ ಸರ್ಕಾರ ಈ ಬಾರಿ ಜನಗಣತಿ ನಡೆಸಲು ಮುಂದಾಗಿದೆ. ಇದರಿಂದ ನಮ್ಮ ಮಕ್ಕಳ ಶಿಕ್ಷಣ ಹಾಗೂ ಉದ್ಯೋಗದಿಂದ ವಂಚಿತರಾಗುತ್ತಿದ್ದಾರೆ. ರಾಜ್ಯ ಸರ್ಕಾರದ ಹಿಂದುಳಿದ ವರ್ಗಗಳ ಮೀಸಲಾತಿ ಪಟ್ಟಿಯಲ್ಲಿ ನಮ್ಮ ಸಮುದಾಯವನ್ನು ಸೇರಿಸಲು ಹೋರಾಟ ನಡೆಯುತ್ತಿದೆ. ರಾಜ್ಯ ಸರ್ಕಾರ ನಡೆಸುತ್ತಿರುವ ಸಾಮಾಜಿಕ ಶೈಕ್ಷಣಿಕ ಸಮೀಕ್ಷೆಯಲ್ಲಿಯೂ ಸಮುದಾಯದವರು ಉಪಜಾತಿಯನ್ನು ಕಡ್ಡಾಯವಾಗಿ ನಮೂದಿಸಬೇಕು. ಹೀಗಾಗಿ ಜನಗಣತಿ ಸಂದರ್ಭದಲ್ಲಿ ನಮ್ಮ ಸಮುದಾಯದವರು ನಿಖರವಾದ ಮಾಹಿತಿ ನೀಡಬೇಕು ಎಂದು ಹೇಳಿದರು. ಕೇಂದ್ರ ಸರ್ಕಾರ ನಡೆಸುವ ಜನಗಣತಿಯಲ್ಲಿ ಧರ್ಮದ ಕಲಂನಲ್ಲಿ ಹಿಂದೂ, ಜಾತಿ ಕಲಂನಲ್ಲಿ ಲಿಂಗಾಯತ ಹಾಗೂ ಉಪಜಾತಿ ಕಲಂನಲ್ಲಿ ಗೌಡ ಲಿಂಗಾಯತ ಎಂದು ಬರೆಸಬೇಕು. ಇದರಿಂದ ಸಮುದಾಯಕ್ಕೆ ಮೀಸಲಾತಿ ಸೌಲಭ್ಯ ದೊರೆಯಲು ಸಹಕಾರಿಯಾಗುತ್ತದೆ ಎಂದರು. ❝ ಮೈಸೂರು ಭಾಗದ ಲಿಂಗಾಯತ ಸಮಾಜದ ಬಂಧುಗಳು ಜಾತಿ ಹಾಗೂ ಉಪ ಜಾತಿ ಕಲಂನಲ್ಲಿ ಗೌಡ ಲಿಂಗಾಯತ ಎಂದು ನಮೂದಿಸುವ ಮೂಲಕ ನಮ್ಮ ಸಂಖ್ಯೆಯನ್ನು ಹೆಚ್ಚು ಮಾಡಿಕೊಳ್ಳಬೇಕಾಗಿದೆ. ಕೇಂದ್ರ ಸರ್ಕಾರದ ಮೀಸಲು ಪಟ್ಟಿಯಲ್ಲಿ ವೀರಶೈವ ಲಿಂಗಾಯತ ಎಂದು ನಮೂದಿಸಿದರೆ ಮೀಸಲಾತಿ ದೊರೆಯುವುದಿಲ್ಲ. ಅಮ್ಮನಪುರ ಮಲ್ಲೇಶ್, ರೈತ ಮುಖಂಡ » ಜನಗಣತಿ ಸಂದರ್ಭದಲ್ಲಿ ನಮ್ಮ ಸಮುದಾಯದವರು ನಿಖರವಾದ ಮಾಹಿತಿ ನೀಡಬೇಕು. » ರಾಜ್ಯ ಸರ್ಕಾರವು ಸಹ ಪ್ರತ್ಯೇಕವಾಗಿ ಜಾತಿ ಗಣತಿ ನಡೆಸದೆ ಕೇಂದ್ರ ಸರ್ಕಾರ ನಡೆಸುವ ಗಣತಿಗೆ ಸಹಕಾರ ನೀಡಬೇಕು. ಇನ್ನೊಬ್ಬ ಮುಖಂಡ ನಿಜಗುಣ ಮಾತನಾಡಿ, ಜಿಲ್ಲೆಯಲ್ಲಿ ಲಿಂಗಾಯತ ಸಮುದಾಯದ ಜನಸಂಖ್ಯೆ ಹೆಚ್ಚಾಗಿದ್ದು ಸಮುದಾಯದ ಬಡವರಿಗೆ ಸರ್ಕಾರದ ಸೌಲಭ್ಯಗಳು ಸಿಗುತ್ತಿಲ್ಲ. ಉಪಜಾತಿ ನಮೂದಿಸುವುದರಿಂದ ಸಮುದಾಯಕ್ಕೆ ಅನುಕೂಲವಾಗಲಿದೆ. ಈ ಬಗ್ಗೆ ಗ್ರಾಮ ಮಟ್ಟದಲ್ಲಿ ಜಾಗೃತಿ ಮೂಡಿಸಲಾಗುವುದು ಎಂದರು. ಪತ್ರಿಕಾಗೋಷ್ಠಿಯಲ್ಲಿ ಸಮುದಾಯದ ಮುಖಂಡರಾದ ಮಹೇಶ್, ಶಿವಕುಮಾರ್, ನಾಗರಾಜು, ಸಿದ್ದಪ್ಪ, ಬಸವರಾಜು, ಮಹದೇವಪ್ಪ ಇನ್ನಿತರರು ಹಾಜರಿದ್ದರು. bbox=[296, 404, 936, 980]
sunil-story: ಸಂಸದ ಸುನೀಲ್ ಬೋಸ್ ಹುಟ್ಟುಹಬ್ಬ: ಹಣ್ಣು ವಿತರಣೆ ಹನೂರು: ಚಾಮರಾಜನಗರ ಲೋಕಸಭಾ ಕ್ಷೇತ್ರದ ಸಂಸದ ಸುನೀಲ್ ಬೋಸ್ ಅವರ 44 ನೇ ವರ್ಷದ ಹುಟ್ಟುಹಬ್ಬದ ಪ್ರಯುಕ್ತ ಹನೂರು ಪಟ್ಟಣದ ಸಮುದಾಯ ಆರೋಗ್ಯ ಕೇಂದ್ರ ಹಾಗೂ ಕರುಣಾ ಭವನ ವೃದ್ಧಾಶ್ರಮದಲ್ಲಿ ರೋಗಿಗಳಿಗೆ ಹಣ್ಣು ಹಂಪಲು ಹಾಗೂ ಮಹಿಳಾ ವೃದ್ಧರಿಗೆ ಮಧ್ಯಾಹ್ನದ ಊಟ ವಿತರಿಸಲಾಯಿತು. ಕಾಂಗ್ರೆಸ್ ಮುಖಂಡರು ಮಾತನಾಡಿ, ಸುನೀಲ್ ಬೋಸ್ ಅವರು ಕ್ಷೇತ್ರದ ಅಭಿವೃದ್ಧಿಗೆ ಶ್ರಮಿಸುತ್ತಿದ್ದಾರೆ. ಜನಪರ ಕಾರ್ಯಕ್ರಮಗಳನ್ನು ಹಮ್ಮಿಕೊಳ್ಳುವ ಮೂಲಕ ಸಾಮಾಜಿಕ ಸೇವೆ ಸಲ್ಲಿಸುತ್ತಿದ್ದಾರೆ ಎಂದರು. ಈ ಸಂದರ್ಭದಲ್ಲಿ ಆರೋಗ್ಯ ಕೇಂದ್ರದ ವೈದ್ಯಾಧಿಕಾರಿಗಳು, ಪಕ್ಷದ ಮುಖಂಡರು, ಕಾರ್ಯಕರ್ತರು ಹಾಜರಿದ್ದರು. ಆರೋಗ್ಯ ಕೇಂದ್ರ ಹಾಗೂ ಕರುಣಾ ಭವನ ವೃದ್ಧಾಶ್ರಮದಲ್ಲಿ ರೋಗಿಗಳಿಗೆ ಹಣ್ಣು ಹಂಪಲು ಹಾಗೂ ಮಹಿಳಾ ವೃದ್ಧರಿಗೆ ಮಧ್ಯಾಹ್ನದ ಊಟವಾಗಿ ನೀಡಲಾಯಿತು. bbox=[296, 1002, 676, 1568]
story2: ಆಸ್ಪತ್ರೆ ಕಟ್ಟಡಕ್ಕೆ ಗುದ್ದಲಿಪೂಜೆ ಹನೂರು: ತಾಲೂಕಿನ ಮಲೆ ಮಹದೇಶ್ವರ ಬೆಟ್ಟದ ಹಳೆಯೂರು ಗ್ರಾಮಕ್ಕೆ ಹೋಗುವ ರಸ್ತೆಯಲ್ಲಿ 45 ಲಕ್ಷ ರೂ. ವೆಚ್ಚದಲ್ಲಿ ಪಶುವೈದ್ಯಕೀಯ ಆಸ್ಪತ್ರೆ ಕಟ್ಟಡ ನಿರ್ಮಾಣಕ್ಕೆ ಶಾಸಕ ಎಂ.ಆರ್. ಮಂಜುನಾಥ್ ಗುದ್ದಲಿ ಪೂಜೆ ನೆರವೇರಿಸಿದರು. ಮಲೆ ಮಹದೇಶ್ವರ ಬೆಟ್ಟ ವ್ಯಾಪ್ತಿಯಲ್ಲಿ ಪಶು ವೈದ್ಯಕೀಯ ಆಸ್ಪತ್ರೆ ಇಲ್ಲದೆ ಇದ್ದು ಜಾನುವಾರುಗಳಿಗೆ ಚಿಕಿತ್ಸೆ ಕೊಡಿಸಲು ರೈತರು ಪರದಾಡುತ್ತಿದ್ದರು. ಇದನ್ನು ಮನಗಂಡು ಆಸ್ಪತ್ರೆ ನಿರ್ಮಾಣಕ್ಕೆ ಚಾಲನೆ ನೀಡಲಾಗಿದೆ. ವಿಭಾಗಕ್ಕೆ ಒಂದು ಪಶು ವೈದ್ಯಕೀಯ ಆಸ್ಪತ್ರೆಯ ಅವಶ್ಯಕತೆ ತುಂಬಾ ಇತ್ತು. ಇದೀಗ ಪಶುವೈದ್ಯಕೀಯ ಕಟ್ಟಡ ನಿರ್ಮಾಣಕ್ಕೆ ಪೂಜೆಯನ್ನು ನೆರವೇರಿಸಲಾಗಿದೆ. ಉತ್ತಮ ಗುಣಮಟ್ಟದ ಕಾಮಗಾರಿ ನಡೆಸಿ ಶೀಘ್ರವಾಗಿ ಪೂರ್ಣಗೊಳಿಸುವಂತೆ ಗುತ್ತಿಗೆದಾರರಿಗೆ ಸೂಚಿಸಿದರು. ತಾಲೂಕು ಪಶು ವೈದ್ಯಾಧಿಕಾರಿ ಡಾ. ಸಿದ್ದರಾಜು, ಜಿಲ್ಲಾ ಪಂಚಾಯಿತಿ ಮಾಜಿ ಸದಸ್ಯರು, ಮುಖಂಡರಾದ ನಾಗಣ್ಣ, ಡಿ.ಕೆ.ರಾಜು, ಸುರೇಶ್, ಎಸ್.ಆರ್.ಮಹದೇವ್, ಅಭಿ, ಸೆಂದಿಲ್ ಇನ್ನಿತರರು ಹಾಜರಿದ್ದರು. bbox=[610, 96, 980, 268]
lead-photo bbox=[522, 518, 936, 646]
sports-photo bbox=[290, 1668, 534, 1808]
story2-headline: ಆಸ್ಪತ್ರೆ ಕಟ್ಟಡಕ್ಕೆ ಗುದ್ದಲಿಪೂಜೆ bbox=[682, 96, 908, 125]
hiv-story: ಸೆ.4ರಂದು ವಿದ್ಯಾರ್ಥಿಗಳಿಂದ ಮ್ಯಾರಥಾನ್, ರೆಡ್ ರಿಬ್ಬನ್ ಓಟ ಸ್ಪರ್ಧೆ ಎಚ್‌ಐವಿ ಏಡ್ಸ್ ಜನಜಾಗೃತಿ: ಬೈಕ್ ರ‍್ಯಾಲಿ ಚಾಮರಾಜನಗರ: ಯುವಾಜನೋತ್ಸವ–2025 ಅಂಗವಾಗಿ ಏಡ್ಸ್ ನಿಯಂತ್ರಣ ಕಾರ್ಯಕ್ರಮದಡಿ ಸೆಪ್ಟೆಂಬರ್ 4ರಂದು ವಿದ್ಯಾರ್ಥಿಗಳಿಗೆ ಮ್ಯಾರಥಾನ್ ಹಾಗೂ ರೆಡ್ ರಿಬ್ಬನ್ ಓಟ ಸ್ಪರ್ಧೆ ಹಮ್ಮಿಕೊಳ್ಳಲಾಗಿದೆ. ಎಚ್‌ಐವಿ, ಏಡ್ಸ್ ತಡೆಗಟ್ಟುವ ಕುರಿತು ಜಾಗೃತಿ ಮೂಡಿಸುವ ಉದ್ದೇಶದಿಂದ ಬೈಕ್ ರ‍್ಯಾಲಿ ಆಯೋಜಿಸಲಾಗಿದ್ದು, ಜಿಲ್ಲಾ ಏಡ್ಸ್ ನಿಯಂತ್ರಣಾಧಿಕಾರಿಗಳು ಚಾಲನೆ ನೀಡಲಿದ್ದಾರೆ. 2025 ರಲ್ಲಿ ರಾಜ್ಯದಲ್ಲಿ 1097 ಹೊಸ ಎಚ್‌ಐವಿ ಪ್ರಕರಣಗಳು ಪತ್ತೆಯಾಗಿದ್ದು ಯುವಜನರಲ್ಲಿ ಅರಿವು ಮೂಡಿಸುವುದು ಅಗತ್ಯವಾಗಿದೆ ಎಂದು ಪ್ರಕಟಣೆ ತಿಳಿಸಿದೆ. ಬೈಕ್ ರ‍್ಯಾಲಿಯು ಸೆಪ್ಟೆಂಬರ್ 3ರಂದು ಬೆಳಿಗ್ಗೆ 8 ಗಂಟೆಗೆ ಜಿಲ್ಲಾಡಳಿತ ಭವನದ ಮುಂಭಾಗದಿಂದ ಆರಂಭವಾಗಿ ಪ್ರಮುಖ ಬೀದಿಗಳಲ್ಲಿ ಸಂಚರಿಸಲಿದೆ. ಮ್ಯಾರಥಾನ್ ಹಾಗೂ ರೆಡ್ ರಿಬ್ಬನ್ ಓಟ ಸ್ಪರ್ಧೆಯು ಸೆಪ್ಟೆಂಬರ್ 4ರಂದು ಬೆಳಿಗ್ಗೆ 8 ಗಂಟೆಗೆ ಜಿಲ್ಲಾ ಕ್ರೀಡಾಂಗಣದಿಂದ ಆರಂಭವಾಗಲಿದ್ದು, ವಿಜೇತರಿಗೆ ನಗದು ಬಹುಮಾನ ಹಾಗೂ ಪ್ರಮಾಣಪತ್ರ ನೀಡಲಾಗುವುದು. ಆಸಕ್ತ ವಿದ್ಯಾರ್ಥಿಗಳು ಹೆಸರು ನೋಂದಾಯಿಸಿಕೊಳ್ಳಬಹುದು ಎಂದು ಜಿಲ್ಲಾ ಏಡ್ಸ್ ನಿಯಂತ್ರಣಾಧಿಕಾರಿಗಳು ತಿಳಿಸಿದ್ದಾರೆ. bbox=[696, 1000, 1300, 1270]
hiv-headline: ಎಚ್‌ಐವಿ ಏಡ್ಸ್ ಜನಜಾಗೃತಿ: ಬೈಕ್ ರ‍್ಯಾಲಿ bbox=[696, 1030, 1094, 1065]
sutturu-kicker: ಉತ್ತುವಳ್ಳಿ ವೃದ್ಧಾಶ್ರಮದಲ್ಲಿ ಅನ್ನದಾನ bbox=[948, 406, 1157, 427]
